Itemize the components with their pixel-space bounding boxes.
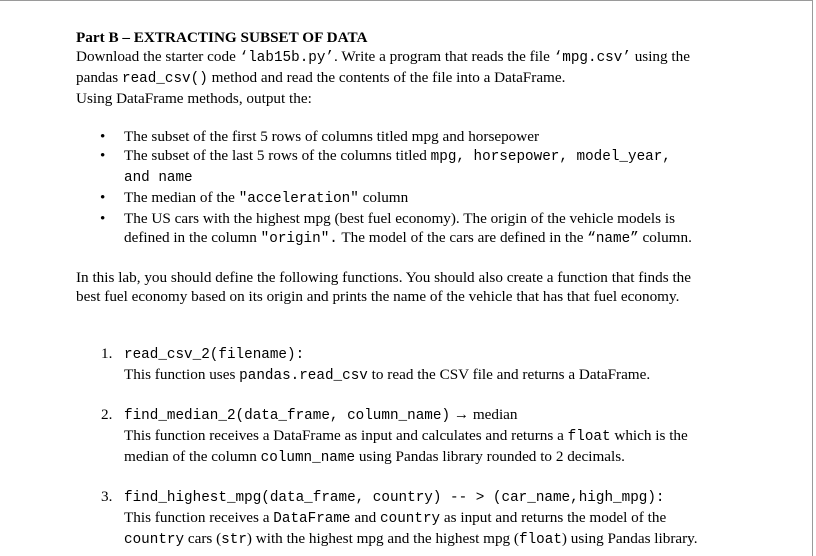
- function-description: as input and returns the model of the: [440, 509, 667, 526]
- inline-code: column_name: [260, 450, 356, 466]
- output-list: [76, 127, 776, 249]
- list-item-text: The subset of the last 5 rows of the columns titled: [124, 147, 431, 164]
- list-item-text: The US cars with the highest mpg (best fuel economy). The origin of the vehicle models is: [124, 210, 675, 227]
- function-item: [76, 344, 776, 386]
- intro-line-1: [76, 47, 776, 68]
- section-title: Part B – EXTRACTING SUBSET OF DATA: [76, 29, 368, 46]
- list-item: [76, 127, 776, 146]
- function-description: using Pandas library rounded to 2 decimals.: [355, 448, 625, 465]
- document-page: [76, 28, 776, 550]
- list-item-text: column.: [638, 229, 692, 246]
- list-item: [76, 209, 776, 249]
- acceleration-code: "acceleration": [238, 191, 359, 207]
- return-arrow: → median: [450, 406, 518, 423]
- item-number: 3.: [101, 488, 113, 505]
- item-number: 2.: [101, 406, 113, 423]
- inline-code: country: [380, 511, 441, 527]
- intro-text: Download the starter code: [76, 48, 240, 65]
- name-code: “name”: [587, 231, 639, 247]
- function-description: This function receives a: [124, 509, 274, 526]
- bullet-icon: •: [100, 210, 106, 227]
- bullet-icon: •: [100, 189, 106, 206]
- function-description: ) using Pandas library.: [561, 530, 698, 547]
- spacer: [76, 386, 776, 405]
- column-names-code: and name: [124, 170, 193, 186]
- inline-code: str: [221, 532, 247, 548]
- functions-intro-line-2: best fuel economy based on its origin and prints the name of the vehicle that has that fuel economy.: [76, 288, 680, 305]
- list-item-text: column: [358, 189, 409, 206]
- intro-text: using the: [630, 48, 690, 65]
- column-names-code: mpg, horsepower, model_year,: [430, 149, 671, 165]
- spacer: [76, 468, 776, 487]
- list-item: [76, 146, 776, 188]
- inline-code: DataFrame: [273, 511, 351, 527]
- function-item: [76, 405, 776, 468]
- intro-text: pandas: [76, 69, 122, 86]
- function-description: This function receives a DataFrame as input and calculates and returns a: [124, 427, 568, 444]
- function-description: This function uses: [124, 366, 240, 383]
- function-signature: read_csv_2(filename):: [124, 347, 305, 363]
- function-description: and: [350, 509, 381, 526]
- inline-code: pandas.read_csv: [239, 368, 368, 384]
- list-item-text: The subset of the first 5 rows of columns titled mpg and horsepower: [124, 128, 540, 145]
- csv-filename: ‘mpg.csv’: [553, 50, 631, 66]
- functions-intro-line-1: In this lab, you should define the following functions. You should also create a function that finds the: [76, 269, 691, 286]
- starter-filename: ‘lab15b.py’: [239, 50, 335, 66]
- intro-text: . Write a program that reads the file: [334, 48, 554, 65]
- list-item-text: The median of the: [124, 189, 239, 206]
- function-description: median of the column: [124, 448, 261, 465]
- read-csv-code: read_csv(): [121, 71, 208, 87]
- list-item-text: The model of the cars are defined in the: [337, 229, 588, 246]
- function-signature: find_median_2(data_frame, column_name): [124, 408, 451, 424]
- origin-code: "origin".: [260, 231, 338, 247]
- inline-code: country: [124, 532, 185, 548]
- functions-list: [76, 344, 776, 550]
- inline-code: float: [519, 532, 562, 548]
- function-signature: find_highest_mpg(data_frame, country) -- > (car_name,high_mpg):: [124, 490, 665, 506]
- function-item: [76, 487, 776, 550]
- intro-line-2: [76, 68, 776, 89]
- list-item: [76, 188, 776, 209]
- function-description: ) with the highest mpg and the highest mpg (: [246, 530, 519, 547]
- function-description: cars (: [184, 530, 222, 547]
- list-item-text: defined in the column: [124, 229, 261, 246]
- intro-text: method and read the contents of the file into a DataFrame.: [207, 69, 566, 86]
- bullet-icon: •: [100, 147, 106, 164]
- inline-code: float: [567, 429, 611, 445]
- intro-line-3: Using DataFrame methods, output the:: [76, 90, 312, 107]
- bullet-icon: •: [100, 128, 106, 145]
- function-description: to read the CSV file and returns a DataFrame.: [367, 366, 651, 383]
- item-number: 1.: [101, 345, 113, 362]
- function-description: which is the: [610, 427, 688, 444]
